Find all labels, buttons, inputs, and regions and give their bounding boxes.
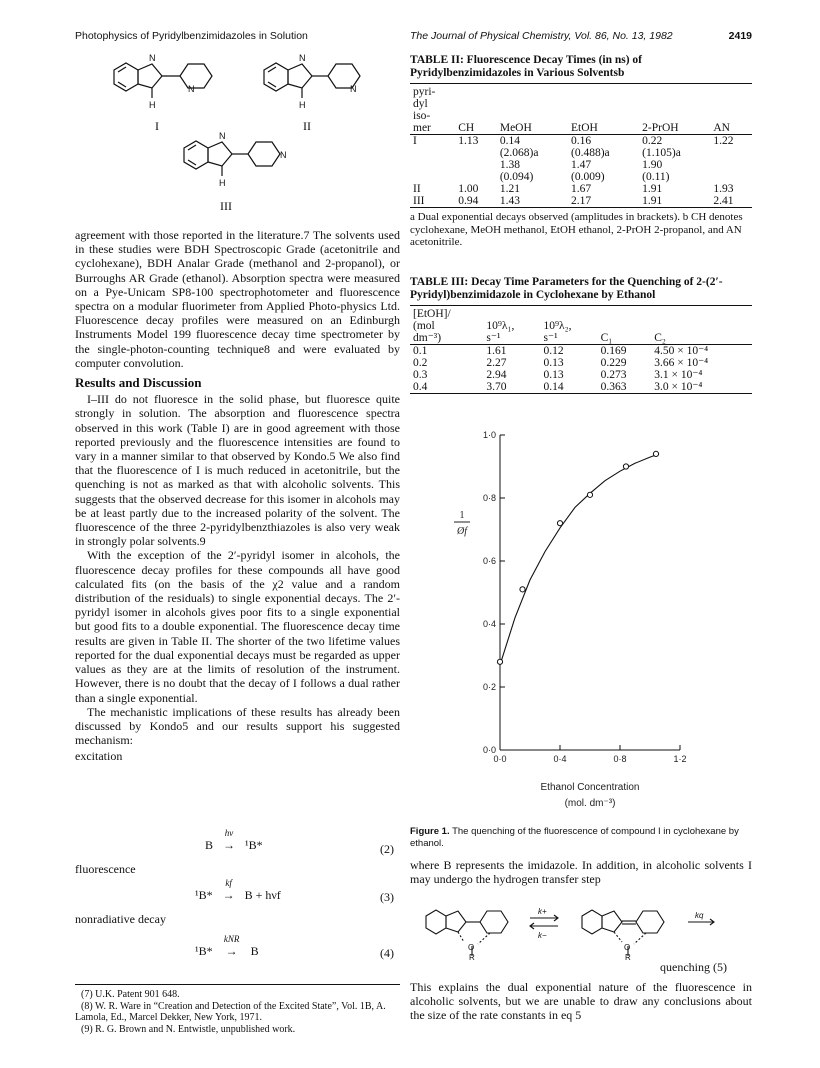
table-row: I 1.13 0.14 0.16 0.22 1.22 [413, 135, 734, 147]
equation-3: ¹B* kf → B + hνf [195, 878, 281, 902]
table-row: 0.3 2.94 0.13 0.273 3.1 × 10⁻⁴ [413, 369, 703, 381]
table-row: (2.068)a (0.488)a (1.105)a [499, 147, 681, 159]
journal-citation: The Journal of Physical Chemistry, Vol. 86, No. 13, 1982 [410, 30, 673, 42]
table-row: III 0.94 1.43 2.17 1.91 2.41 [410, 195, 752, 208]
references [75, 984, 400, 1035]
atom-o: O [624, 943, 631, 952]
column-header: C₁ [600, 332, 613, 344]
mechanism-label: fluorescence [75, 862, 136, 876]
atom-h: H [219, 178, 226, 188]
right-column-text [410, 858, 752, 886]
x-axis-unit: (mol. dm⁻³) [564, 798, 616, 809]
table-row: 1.38 1.47 1.90 [499, 159, 663, 171]
data-point [497, 659, 502, 664]
running-head-right [410, 30, 752, 42]
data-point [653, 451, 658, 456]
x-tick-label: 1·2 [673, 754, 687, 764]
y-tick-label: 1·0 [482, 430, 496, 440]
atom-n: N [280, 150, 287, 160]
equation-number: (4) [380, 946, 394, 960]
data-table [410, 305, 752, 394]
running-head-left: Photophysics of Pyridylbenzimidazoles in Solution [75, 30, 308, 42]
column-header: 10⁹λ₂, s⁻¹ [543, 320, 572, 344]
paragraph: where B represents the imidazole. In addition, in alcoholic solvents I may undergo the hydrogen transfer step [410, 858, 752, 887]
y-tick-label: 0·4 [482, 619, 496, 629]
atom-n: N [350, 84, 357, 94]
table-row: (0.094) (0.009) (0.11) [499, 171, 670, 183]
left-column [75, 228, 400, 764]
column-header: CH [458, 122, 475, 134]
y-tick-label: 0·0 [482, 745, 496, 755]
section-heading: Results and Discussion [75, 375, 202, 391]
data-point [623, 464, 628, 469]
compound-label-III: III [220, 199, 232, 213]
right-column-text [410, 980, 752, 1023]
mechanism-label: nonradiative decay [75, 912, 166, 926]
equation-2: B hν → ¹B* [205, 828, 263, 852]
equation-label: quenching (5) [660, 960, 727, 974]
column-header: [EtOH]/ (mol dm⁻³) [413, 308, 451, 344]
atom-n: N [299, 53, 306, 63]
atom-h: H [299, 100, 306, 110]
y-tick-label: 0·6 [482, 556, 496, 566]
table-row: II 1.00 1.21 1.67 1.91 1.93 [413, 183, 734, 195]
paragraph: This explains the dual exponential nature of the fluorescence in alcoholic solvents, but we are unable to draw any conclusions about the size of the rate constants in eq 5 [410, 980, 752, 1023]
atom-n: N [149, 53, 156, 63]
compound-label-I: I [155, 119, 159, 133]
column-header: EtOH [571, 122, 598, 134]
x-axis-label: Ethanol Concentration [540, 782, 640, 793]
equation-number: (3) [380, 890, 394, 904]
reference-item: (7) U.K. Patent 901 648. [81, 989, 180, 1000]
atom-h: H [149, 100, 156, 110]
table-footnote: a Dual exponential decays observed (amplitudes in brackets). b CH denotes cyclohexane, MeOH methanol, EtOH ethanol, 2-PrOH 2-propanol, and AN acetonitrile. [410, 211, 743, 248]
paragraph: agreement with those reported in the literature.7 The solvents used in these studies were BDH Spectroscopic Grade (acetonitrile and cyclohexane), BDH Analar Grade (methanol and 2-propanol), or Burroughs AR Grade (ethanol). Absorption spectra were measured on a Pye-Unicam SP8-100 spectrophotometer and fluorescence spectra on a modular fluorimeter from Applied Photo-physics Ltd. Fluorescence decay profiles were measured on an Edinburgh Instruments Model 199 fluorescence decay time spectrometer by the single-photon-counting technique8 and were evaluated by computer convolution. [75, 228, 400, 370]
reference-item: (8) W. R. Ware in “Creation and Detection of the Excited State”, Vol. 1B, A. Lamola, Ed., Marcel Dekker, New York, 1971. [75, 1000, 386, 1023]
y-axis-label-numerator: 1 [459, 510, 465, 521]
rate-constant: k− [538, 931, 547, 940]
atom-n: N [219, 131, 226, 141]
data-point [520, 587, 525, 592]
y-tick-label: 0·2 [482, 682, 496, 692]
rate-constant: kq [695, 911, 704, 920]
column-header: 10⁹λ₁, s⁻¹ [486, 320, 515, 344]
x-tick-label: 0·8 [613, 754, 627, 764]
x-tick-label: 0·4 [553, 754, 567, 764]
column-header: 2-PrOH [642, 122, 679, 134]
atom-r: R [469, 953, 475, 960]
data-point [587, 492, 592, 497]
y-axis-label-denominator: Øf [457, 526, 467, 537]
figure-1-chart [440, 420, 720, 820]
y-tick-label: 0·8 [482, 493, 496, 503]
structures-figure [100, 48, 370, 218]
table-2 [410, 54, 752, 249]
hydrogen-transfer-scheme [420, 894, 750, 960]
column-header: C₂ [654, 332, 666, 344]
atom-n: N [188, 84, 195, 94]
reference-item: (9) R. G. Brown and N. Entwistle, unpublished work. [81, 1023, 296, 1035]
fit-curve [500, 454, 659, 665]
equation-4: ¹B* kNR → B [195, 934, 259, 958]
table-row: 0.1 1.61 0.12 0.169 4.50 × 10⁻⁴ [413, 345, 709, 357]
column-header: pyri- dyl iso- mer [413, 86, 436, 134]
column-header: AN [713, 122, 730, 134]
column-header: MeOH [499, 122, 532, 134]
rate-constant: k+ [538, 907, 547, 916]
table-row: 0.2 2.27 0.13 0.229 3.66 × 10⁻⁴ [413, 357, 709, 369]
mechanism-label: excitation [75, 749, 123, 764]
x-tick-label: 0·0 [493, 754, 507, 764]
table-caption: TABLE III: Decay Time Parameters for the Quenching of 2-(2′-Pyridyl)benzimidazole in Cyclohexane by Ethanol [410, 276, 723, 301]
data-table [410, 83, 752, 208]
paragraph: The mechanistic implications of these results has already been discussed by Kondo5 and our results support his suggested mechanism: [75, 704, 400, 748]
table-row: 0.4 3.70 0.14 0.363 3.0 × 10⁻⁴ [410, 381, 752, 394]
figure-caption: Figure 1. The quenching of the fluorescence of compound I in cyclohexane by ethanol. [410, 826, 739, 849]
compound-label-II: II [303, 119, 311, 133]
page-number: 2419 [728, 30, 752, 42]
table-3 [410, 276, 752, 394]
atom-r: R [625, 953, 631, 960]
equation-number: (2) [380, 842, 394, 856]
paragraph: I–III do not fluoresce in the solid phase, but fluoresce quite strongly in solution. The absorption and fluorescence spectra observed in this work (Table I) are in good agreement with those reported previously and the fluorescence intensities are found to vary in a manner similar to that observed by Kondo.5 We also find that the fluorescence of I is much reduced in acetonitrile, but the quenching is not as marked as that with alcoholic solvents. This suggests that the observed decrease for this isomer in alcohols may be at least partly due to the increased polarity of the solvent. The fluorescence of the three 2-pyridylbenzthiazoles is also very weak in strongly polar solvents.9 [75, 392, 400, 549]
table-caption: TABLE II: Fluorescence Decay Times (in ns) of Pyridylbenzimidazoles in Various Solventsb [410, 54, 643, 79]
atom-o: O [468, 943, 475, 952]
data-point [557, 521, 562, 526]
paragraph: With the exception of the 2′-pyridyl isomer in alcohols, the fluorescence decay profiles for these compounds all have good calculated fits (on the basis of the χ2 value and a random distribution of the residuals) to single exponential decays. The 2′-pyridyl isomer in alcohols gives poor fits to a single exponential but good fits to a double exponential. The fluorescence decay time results are given in Table II. The shorter of the two lifetime values reported for the dual exponential decays must be regarded as upper values as they are at the limits of resolution of the instrument. However, there is no doubt that the decay of I follows a dual rather than a single exponential. [75, 548, 400, 705]
